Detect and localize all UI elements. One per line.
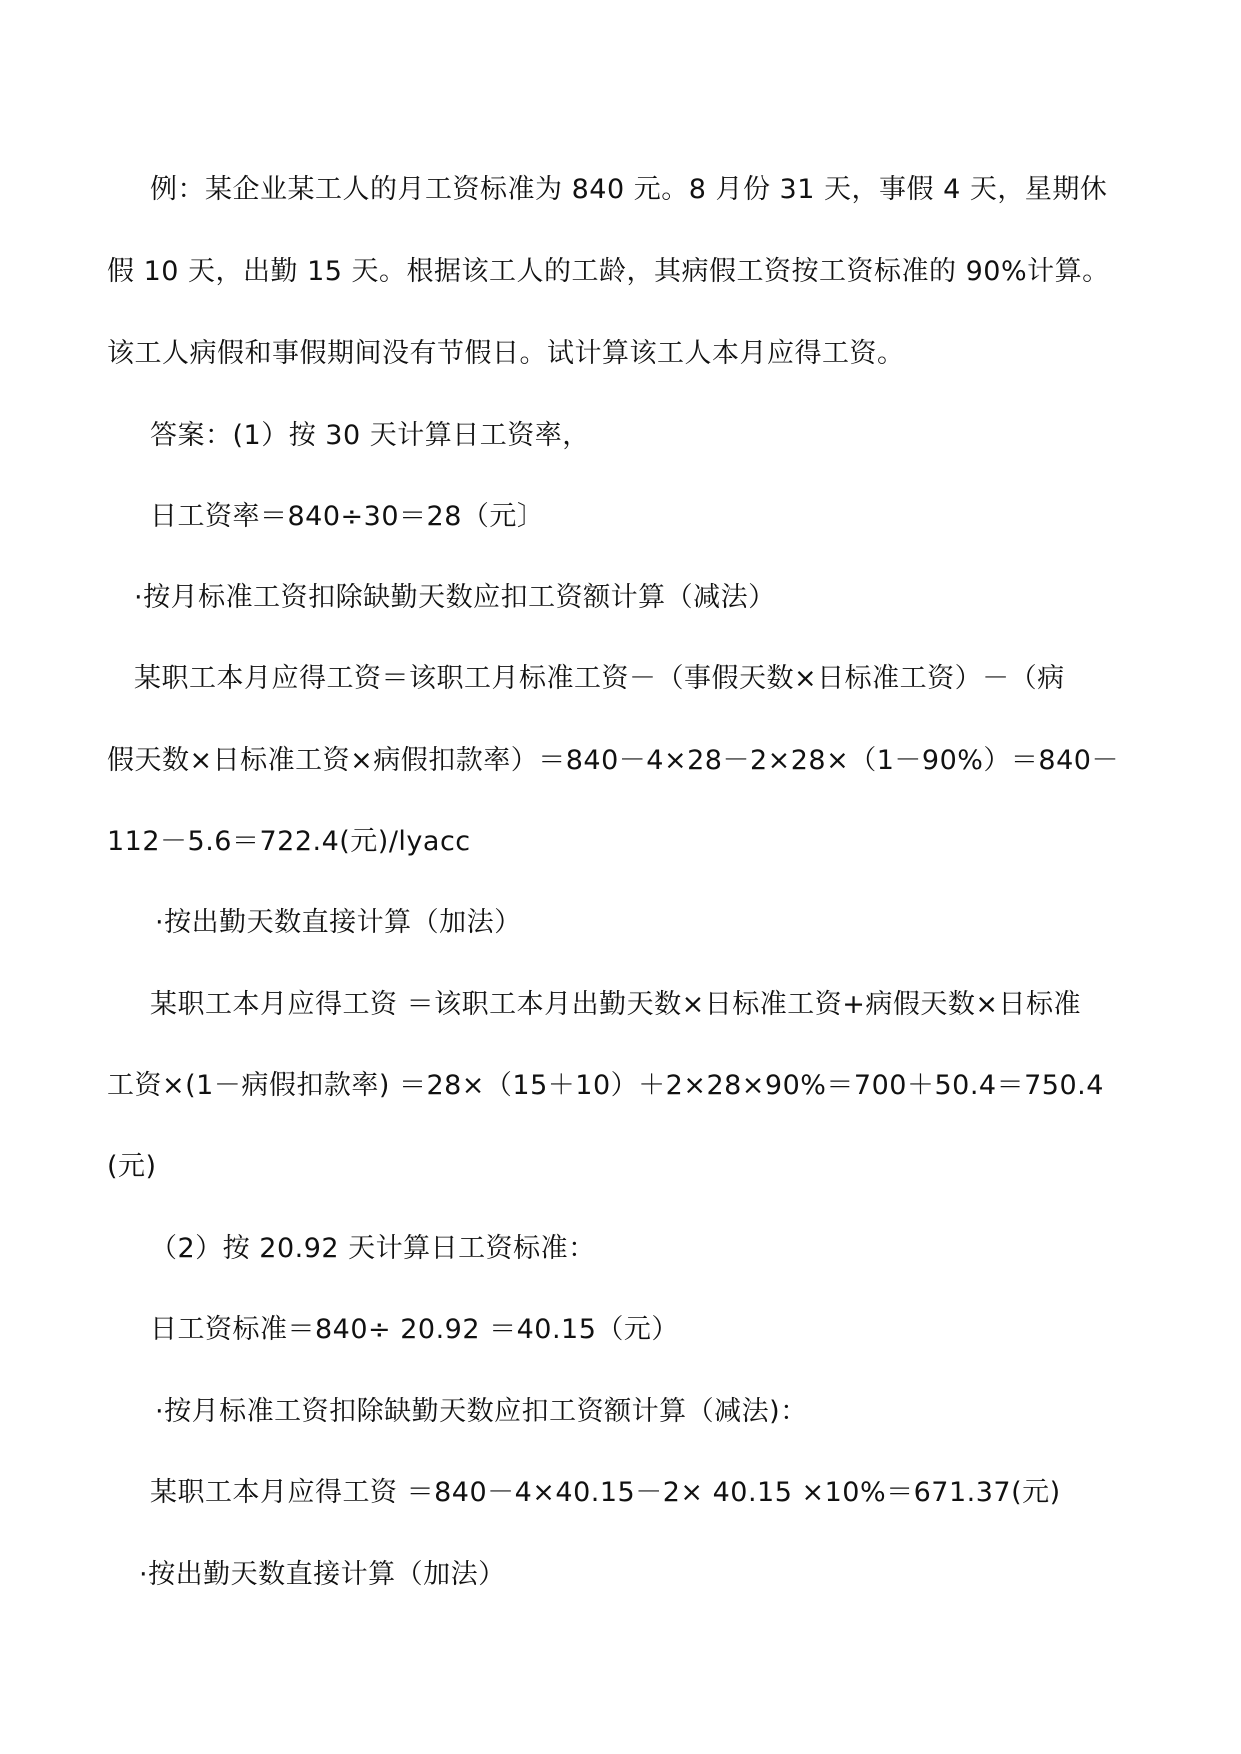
- subtraction-formula-line-1: 某职工本月应得工资＝该职工月标准工资－（事假天数×日标准工资）－（病: [134, 663, 1065, 694]
- subtraction-formula-line-3: 112－5.6＝722.4(元)/lyacc: [107, 826, 471, 857]
- subtraction-method-heading: ·按月标准工资扣除缺勤天数应扣工资额计算（减法）: [134, 582, 776, 613]
- answer-heading: 答案：(1）按 30 天计算日工资率，: [150, 420, 590, 451]
- addition-formula-line-1: 某职工本月应得工资 ＝该职工本月出勤天数×日标准工资+病假天数×日标准: [150, 989, 1081, 1020]
- example-line-1: 例：某企业某工人的月工资标准为 840 元。8 月份 31 天，事假 4 天，星期休: [150, 174, 1108, 205]
- addition-formula-line-3: (元): [107, 1151, 157, 1182]
- example-line-2: 假 10 天，出勤 15 天。根据该工人的工龄，其病假工资按工资标准的 90%计算。: [107, 256, 1110, 287]
- example-line-3: 该工人病假和事假期间没有节假日。试计算该工人本月应得工资。: [107, 338, 905, 369]
- subtraction-method-2-heading: ·按月标准工资扣除缺勤天数应扣工资额计算（减法)：: [155, 1396, 808, 1427]
- subtraction-method-2-formula: 某职工本月应得工资 ＝840－4×40.15－2× 40.15 ×10%＝671.37(元): [150, 1477, 1061, 1508]
- daily-rate-formula: 日工资率＝840÷30＝28（元〕: [150, 501, 545, 532]
- addition-method-2-heading: ·按出勤天数直接计算（加法）: [139, 1559, 506, 1590]
- addition-formula-line-2: 工资×(1－病假扣款率) ＝28×（15＋10）＋2×28×90%＝700＋50.4＝750.4: [107, 1070, 1104, 1101]
- daily-standard-formula: 日工资标准＝840÷ 20.92 ＝40.15（元）: [150, 1314, 679, 1345]
- method-2-heading: （2）按 20.92 天计算日工资标准：: [150, 1233, 596, 1264]
- addition-method-heading: ·按出勤天数直接计算（加法）: [155, 907, 522, 938]
- subtraction-formula-line-2: 假天数×日标准工资×病假扣款率）＝840－4×28－2×28×（1－90%）＝840－: [107, 745, 1119, 776]
